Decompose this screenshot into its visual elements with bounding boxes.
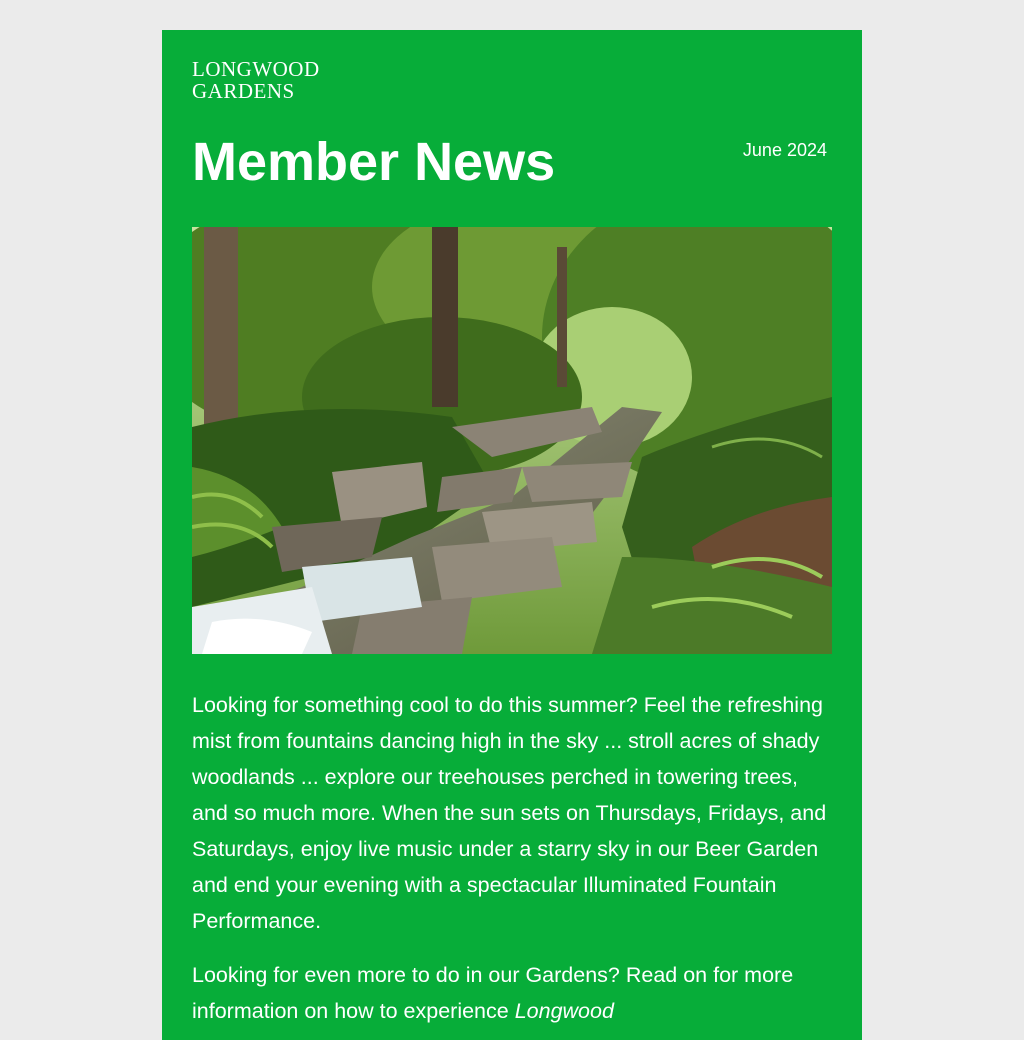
longwood-gardens-logo[interactable]: [192, 58, 320, 102]
newsletter-card: [162, 30, 862, 1040]
page-title: Member News: [192, 132, 556, 192]
hero-image[interactable]: [192, 227, 832, 654]
intro-paragraph: Looking for something cool to do this summer? Feel the refreshing mist from fountains dancing high in the sky ... stroll acres of shady woodlands ... explore our treehouses perched in towering trees, and so much more. When the sun sets on Thursdays, Fridays, and Saturdays, enjoy live music under a starry sky in our Beer Garden and end your evening with a spectacular Illuminated Fountain Performance.: [192, 693, 827, 933]
woodland-stream-illustration: [192, 227, 832, 654]
logo-line-1: LONGWOOD: [192, 57, 320, 81]
logo-line-2: GARDENS: [192, 79, 295, 103]
second-paragraph-text: Looking for even more to do in our Gardens? Read on for more information on how to experience: [192, 963, 794, 1023]
newsletter-body: [192, 687, 834, 1040]
issue-date: June 2024: [742, 140, 827, 160]
second-paragraph: [192, 957, 834, 1029]
second-paragraph-emphasis: Longwood: [514, 999, 614, 1023]
